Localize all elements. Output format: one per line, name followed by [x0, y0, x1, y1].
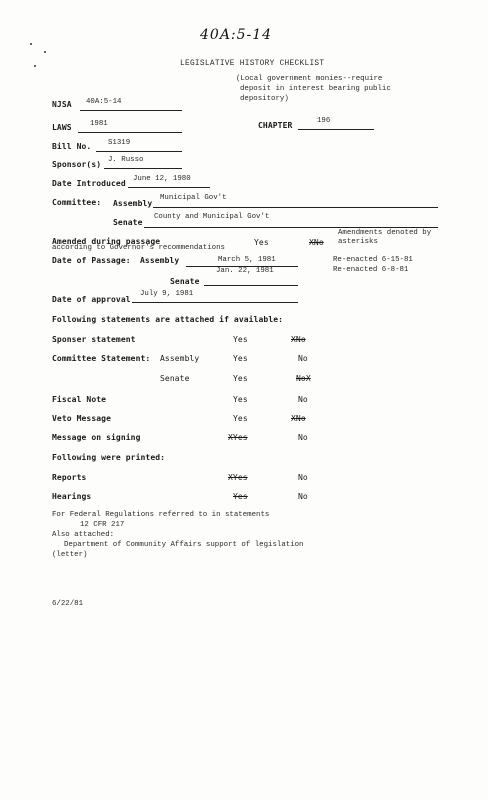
sponsor-statement-label: Sponser statement: [52, 335, 136, 344]
hearings-no: No: [298, 492, 308, 501]
passage-senate-reenacted: Re-enacted 6-8-81: [333, 266, 409, 274]
committee-statement-assembly-label: Assembly: [160, 354, 200, 363]
veto-message-label: Veto Message: [52, 414, 111, 423]
bill-underline: [96, 151, 182, 152]
laws-label: LAWS: [52, 123, 72, 132]
passage-senate-underline: [204, 285, 298, 286]
passage-assembly-reenacted: Re-enacted 6-15-81: [333, 256, 413, 264]
fiscal-note-yes: Yes: [233, 395, 248, 404]
also-attached-line-2: Department of Community Affairs support of legislation: [64, 541, 304, 549]
passage-label: Date of Passage:: [52, 256, 131, 265]
fiscal-note-no: No: [298, 395, 308, 404]
approval-label: Date of approval: [52, 295, 131, 304]
veto-message-yes: Yes: [233, 414, 248, 423]
veto-message-no: XNo: [291, 414, 306, 423]
laws-underline: [78, 132, 182, 133]
subtitle-line-2: deposit in interest bearing public: [240, 85, 391, 93]
speck: [44, 51, 46, 53]
sponsor-statement-no: XNo: [291, 335, 306, 344]
amendments-note-line-2: asterisks: [338, 238, 378, 246]
amended-yes: Yes: [254, 238, 269, 247]
sponsor-label: Sponsor(s): [52, 160, 102, 169]
passage-senate-value: Jan. 22, 1981: [216, 267, 274, 275]
committee-senate-underline: [144, 227, 438, 228]
committee-assembly-underline: [153, 207, 438, 208]
committee-statement-assembly-no: No: [298, 354, 308, 363]
reports-label: Reports: [52, 473, 87, 482]
message-on-signing-no: No: [298, 433, 308, 442]
subtitle-line-1: (Local government monies--require: [236, 75, 383, 83]
bill-value: S1319: [108, 139, 131, 147]
committee-statement-senate-label: Senate: [160, 374, 190, 383]
committee-label: Committee:: [52, 198, 102, 207]
passage-assembly-label: Assembly: [140, 256, 180, 265]
chapter-value: 196: [317, 117, 331, 125]
njsa-label: NJSA: [52, 100, 72, 109]
njsa-value: 40A:5-14: [86, 98, 122, 106]
sponsor-underline: [104, 168, 182, 169]
hearings-label: Hearings: [52, 492, 92, 501]
chapter-underline: [298, 129, 374, 130]
committee-statement-assembly-yes: Yes: [233, 354, 248, 363]
speck: [34, 65, 36, 67]
also-attached-line-3: (letter): [52, 551, 88, 559]
federal-regs-line-2: 12 CFR 217: [80, 521, 125, 529]
approval-underline: [132, 302, 298, 303]
committee-statement-senate-no: NoX: [296, 374, 311, 383]
fiscal-note-label: Fiscal Note: [52, 395, 107, 404]
amended-no-mark: XNo: [309, 238, 324, 247]
attached-header: Following statements are attached if available:: [52, 315, 284, 324]
bill-label: Bill No.: [52, 142, 92, 151]
amendments-note-line-1: Amendments denoted by: [338, 229, 432, 237]
date-introduced-value: June 12, 1980: [133, 175, 191, 183]
sponsor-value: J. Russo: [108, 156, 144, 164]
njsa-underline: [80, 110, 182, 111]
committee-assembly-value: Municipal Gov't: [160, 194, 227, 202]
committee-senate-value: County and Municipal Gov't: [154, 213, 270, 221]
committee-statement-label: Committee Statement:: [52, 354, 151, 363]
sponsor-statement-yes: Yes: [233, 335, 248, 344]
footer-date: 6/22/81: [52, 600, 84, 608]
page-title: LEGISLATIVE HISTORY CHECKLIST: [180, 60, 325, 68]
laws-value: 1981: [90, 120, 108, 128]
also-attached-line-1: Also attached:: [52, 531, 115, 539]
speck: [30, 43, 32, 45]
hearings-yes: Yes: [233, 492, 248, 501]
federal-regs-line-1: For Federal Regulations referred to in statements: [52, 511, 270, 519]
printed-header: Following were printed:: [52, 453, 166, 462]
passage-assembly-value: March 5, 1981: [218, 256, 276, 264]
amended-typed-note: according to Governor's recommendations: [52, 244, 225, 252]
date-introduced-underline: [128, 187, 210, 188]
message-on-signing-yes: XYes: [228, 433, 248, 442]
passage-senate-label: Senate: [170, 277, 200, 286]
committee-statement-senate-yes: Yes: [233, 374, 248, 383]
handwritten-statute-number: 40A:5-14: [200, 27, 273, 43]
amended-label: Amended during passage: [52, 237, 161, 246]
message-on-signing-label: Message on signing: [52, 433, 141, 442]
approval-value: July 9, 1981: [140, 290, 194, 298]
chapter-label: CHAPTER: [258, 121, 293, 130]
committee-assembly-label: Assembly: [113, 199, 153, 208]
reports-yes: XYes: [228, 473, 248, 482]
date-introduced-label: Date Introduced: [52, 179, 126, 188]
committee-senate-label: Senate: [113, 218, 143, 227]
subtitle-line-3: depository): [240, 95, 289, 103]
reports-no: No: [298, 473, 308, 482]
